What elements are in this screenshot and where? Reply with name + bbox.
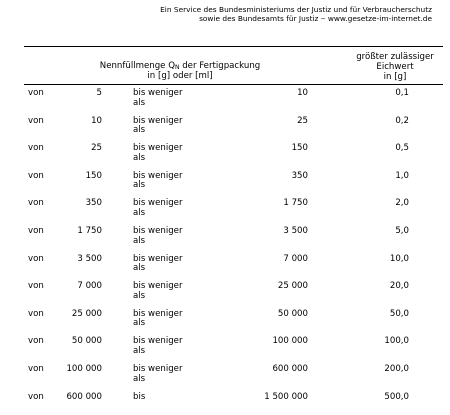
cell-lower-bound: 600 000 [66, 391, 102, 402]
cell-von-label: von [28, 281, 44, 292]
column-header-nominal-quantity-text: Nennfüllmenge Q [99, 61, 175, 71]
cell-range-text: bis weniger als [133, 198, 183, 218]
cell-lower-bound: 50 000 [71, 336, 102, 347]
cell-von-label: von [28, 364, 44, 374]
cell-lower-bound: 100 000 [66, 364, 102, 374]
cell-von-label: von [28, 308, 44, 319]
cell-lower-bound: 25 000 [71, 308, 102, 319]
source-header-line-1: Ein Service des Bundesministeriums der Justiz und für Verbraucherschutz [160, 5, 432, 14]
cell-max-scale-interval: 200,0 [384, 364, 409, 374]
cell-max-scale-interval: 2,0 [395, 198, 409, 209]
cell-max-scale-interval: 1,0 [395, 170, 409, 181]
column-header-max-scale-interval [345, 52, 445, 82]
column-header-nominal-quantity [60, 61, 300, 81]
cell-upper-bound: 150 [291, 143, 308, 154]
cell-von-label: von [28, 88, 44, 98]
cell-max-scale-interval: 0,1 [395, 88, 409, 98]
cell-max-scale-interval: 0,2 [395, 115, 409, 126]
column-header-max-scale-interval-line-1: größter zulässiger [356, 52, 434, 62]
cell-lower-bound: 7 000 [77, 281, 102, 292]
cell-lower-bound: 1 750 [77, 226, 102, 236]
column-header-max-scale-interval-unit: in [g] [383, 72, 407, 82]
cell-lower-bound: 25 [91, 143, 102, 154]
cell-range-text: bis weniger als [133, 253, 183, 274]
column-header-nominal-quantity-subscript: N [174, 64, 180, 71]
cell-max-scale-interval: 50,0 [389, 308, 409, 319]
cell-max-scale-interval: 5,0 [395, 226, 409, 236]
cell-lower-bound: 3 500 [77, 253, 102, 264]
cell-upper-bound: 350 [291, 170, 308, 181]
cell-upper-bound: 25 [297, 115, 308, 126]
cell-range-text: bis weniger als [133, 226, 183, 246]
cell-range-text: bis [133, 391, 146, 402]
cell-range-text: bis weniger als [133, 170, 183, 191]
cell-von-label: von [28, 391, 44, 402]
cell-upper-bound: 100 000 [272, 336, 308, 347]
cell-lower-bound: 150 [85, 170, 102, 181]
cell-max-scale-interval: 100,0 [384, 336, 409, 347]
column-header-nominal-quantity-suffix: der Fertigpackung [179, 61, 261, 71]
cell-upper-bound: 1 750 [283, 198, 308, 209]
column-header-max-scale-interval-line-2: Eichwert [376, 62, 414, 72]
table-row [0, 365, 450, 387]
cell-range-text: bis weniger als [133, 143, 183, 163]
cell-upper-bound: 600 000 [272, 364, 308, 374]
table-header-rule [24, 84, 443, 85]
table-row [0, 393, 450, 415]
cell-range-text: bis weniger als [133, 308, 183, 329]
cell-lower-bound: 350 [85, 198, 102, 209]
table-row [0, 337, 450, 359]
table-row [0, 172, 450, 194]
cell-von-label: von [28, 198, 44, 209]
table-top-rule [24, 46, 443, 47]
table-row [0, 117, 450, 139]
cell-upper-bound: 10 [297, 88, 308, 98]
cell-max-scale-interval: 10,0 [389, 253, 409, 264]
cell-von-label: von [28, 253, 44, 264]
table-row [0, 255, 450, 277]
cell-max-scale-interval: 0,5 [395, 143, 409, 154]
cell-range-text: bis weniger als [133, 336, 183, 356]
cell-lower-bound: 10 [91, 115, 102, 126]
cell-von-label: von [28, 336, 44, 347]
cell-lower-bound: 5 [96, 88, 102, 98]
cell-range-text: bis weniger als [133, 281, 183, 301]
table-row [0, 89, 450, 111]
cell-upper-bound: 7 000 [283, 253, 308, 264]
column-header-nominal-quantity-unit: in [g] oder [ml] [147, 71, 213, 81]
cell-range-text: bis weniger als [133, 364, 183, 384]
source-header [160, 5, 432, 23]
cell-von-label: von [28, 115, 44, 126]
cell-range-text: bis weniger als [133, 88, 183, 108]
cell-max-scale-interval: 20,0 [389, 281, 409, 292]
source-header-line-2: sowie des Bundesamts für Justiz ‒ www.gesetze-im-internet.de [199, 14, 432, 23]
cell-von-label: von [28, 143, 44, 154]
cell-upper-bound: 50 000 [277, 308, 308, 319]
cell-upper-bound: 25 000 [277, 281, 308, 292]
cell-upper-bound: 1 500 000 [264, 391, 308, 402]
cell-range-text: bis weniger als [133, 115, 183, 136]
table-row [0, 282, 450, 304]
cell-von-label: von [28, 170, 44, 181]
table-row [0, 310, 450, 332]
table-row [0, 199, 450, 221]
cell-upper-bound: 3 500 [283, 226, 308, 236]
cell-von-label: von [28, 226, 44, 236]
table-row [0, 227, 450, 249]
cell-max-scale-interval: 500,0 [384, 391, 409, 402]
table-row [0, 144, 450, 166]
